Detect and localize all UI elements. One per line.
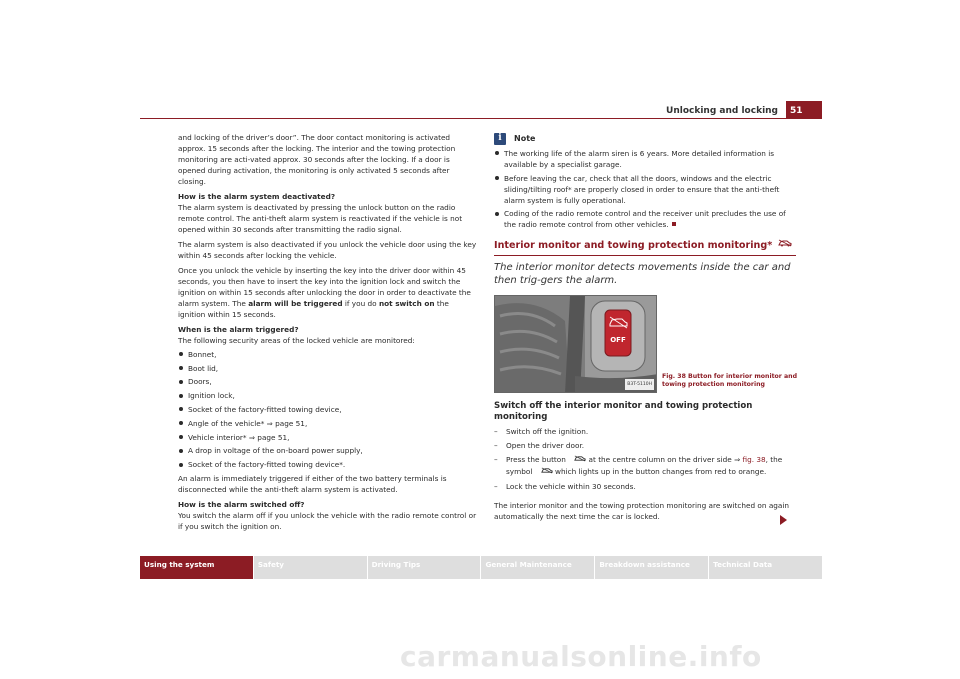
next-page-arrow-icon[interactable] bbox=[780, 515, 787, 525]
tab-technical-data[interactable]: Technical Data bbox=[709, 556, 822, 579]
figure-code: B3T-5110H bbox=[625, 379, 654, 390]
car-alarm-icon bbox=[574, 455, 586, 465]
bullet-icon bbox=[179, 449, 183, 453]
bullet-icon bbox=[179, 380, 183, 384]
bullet-icon bbox=[179, 407, 183, 411]
figure-image bbox=[494, 295, 657, 393]
list-item: Vehicle interior* ⇒ page 51, bbox=[178, 432, 478, 443]
section-intro: The interior monitor detects movements inside the car and then trig-gers the alarm. bbox=[494, 262, 791, 287]
list-item: Socket of the factory-fitted towing device, bbox=[178, 404, 478, 415]
note-item: Before leaving the car, check that all the doors, windows and the electric sliding/tilting roof* are properly closed in order to ensure that the anti-theft alarm system is fully operational. bbox=[494, 173, 796, 206]
chapter-tabs bbox=[140, 556, 822, 579]
figure-reference-link[interactable]: fig. 38 bbox=[742, 454, 766, 464]
list-item: Doors, bbox=[178, 376, 478, 387]
list-item: Ignition lock, bbox=[178, 390, 478, 401]
step-item: – Press the button at the centre column on the driver side ⇒ fig. 38, the symbol which lights up in the button changes from red to orange. bbox=[494, 454, 783, 476]
bullet-icon bbox=[179, 366, 183, 370]
tab-breakdown-assistance[interactable]: Breakdown assistance bbox=[595, 556, 709, 579]
paragraph: An alarm is immediately triggered if either of the two battery terminals is disconnected while the anti-theft alarm system is activated. bbox=[178, 473, 447, 494]
heading-triggered: When is the alarm triggered? bbox=[178, 325, 299, 334]
note-title: Note bbox=[514, 134, 536, 143]
paragraph: Once you unlock the vehicle by inserting the key into the driver door within 45 seconds, you then have to insert the key into the ignition lock and switch the ignition on within 15 seconds after unlocking the door in order to deactivate the alarm system. The alarm will be triggered if you do not switch on the ignition within 15 seconds. bbox=[178, 266, 471, 319]
paragraph: The alarm system is also deactivated if you unlock the vehicle door using the key within 45 seconds after locking the vehicle. bbox=[178, 240, 477, 260]
paragraph: The following security areas of the locked vehicle are monitored: bbox=[178, 336, 415, 345]
list-item: Boot lid, bbox=[178, 363, 478, 374]
procedure-heading: Switch off the interior monitor and towing protection monitoring bbox=[494, 401, 753, 423]
tab-safety[interactable]: Safety bbox=[254, 556, 368, 579]
list-item: A drop in voltage of the on-board power supply, bbox=[178, 445, 478, 456]
car-alarm-icon bbox=[541, 467, 553, 477]
tab-driving-tips[interactable]: Driving Tips bbox=[368, 556, 482, 579]
step-item: – Lock the vehicle within 30 seconds. bbox=[494, 481, 636, 491]
heading-deactivated: How is the alarm system deactivated? bbox=[178, 192, 336, 201]
list-item: Bonnet, bbox=[178, 349, 478, 360]
paragraph: You switch the alarm off if you unlock the vehicle with the radio remote control or if you switch the ignition on. bbox=[178, 510, 477, 531]
step-item: – Switch off the ignition. bbox=[494, 427, 589, 437]
paragraph: The alarm system is deactivated by pressing the unlock button on the radio remote control. The anti-theft alarm system is reactivated if the vehicle is not opened within 30 seconds after transmitting the radio signal. bbox=[178, 203, 463, 234]
figure-block bbox=[494, 295, 796, 395]
bullet-icon bbox=[179, 421, 183, 425]
bullet-icon bbox=[179, 463, 183, 467]
bullet-icon bbox=[495, 176, 499, 180]
bullet-icon bbox=[179, 352, 183, 356]
list-item: Angle of the vehicle* ⇒ page 51, bbox=[178, 418, 478, 429]
figure-caption: Fig. 38 Button for interior monitor and towing protection monitoring bbox=[662, 373, 797, 389]
paragraph: The interior monitor and the towing protection monitoring are switched on again automatically the next time the car is locked. bbox=[494, 500, 790, 521]
watermark: carmanualsonline.info bbox=[400, 640, 762, 673]
figure-off-label: OFF bbox=[610, 336, 626, 345]
heading-switched-off: How is the alarm switched off? bbox=[178, 499, 305, 509]
paragraph: and locking of the driver’s door”. The door contact monitoring is activated approx. 15 seconds after the locking. The interior and the towing protection monitoring are acti-vated approx. 30 seconds after the locking. If a door is opened during activation, the monitoring is only activated 5 seconds after closing. bbox=[178, 133, 456, 186]
note-item: Coding of the radio remote control and the receiver unit precludes the use of the radio remote control from other vehicles. bbox=[494, 208, 796, 230]
list-item: Socket of the factory-fitted towing device*. bbox=[178, 459, 478, 470]
page-header-title: Unlocking and locking bbox=[666, 106, 778, 116]
bullet-icon bbox=[179, 394, 183, 398]
bullet-icon bbox=[179, 435, 183, 439]
bullet-icon bbox=[495, 212, 499, 216]
section-title: Interior monitor and towing protection monitoring* bbox=[494, 239, 796, 256]
bullet-icon bbox=[495, 151, 499, 155]
page-number: 51 bbox=[786, 101, 822, 119]
section-end-icon bbox=[672, 222, 676, 226]
left-column bbox=[178, 132, 478, 532]
header-rule bbox=[140, 118, 822, 119]
info-icon: i bbox=[494, 133, 506, 145]
tab-using-the-system[interactable]: Using the system bbox=[140, 556, 254, 579]
tab-general-maintenance[interactable]: General Maintenance bbox=[481, 556, 595, 579]
note-header bbox=[494, 132, 796, 145]
step-item: – Open the driver door. bbox=[494, 441, 585, 451]
note-item: The working life of the alarm siren is 6 years. More detailed information is available by a specialist garage. bbox=[494, 148, 796, 170]
right-column bbox=[494, 132, 796, 522]
car-alarm-icon bbox=[778, 239, 792, 251]
